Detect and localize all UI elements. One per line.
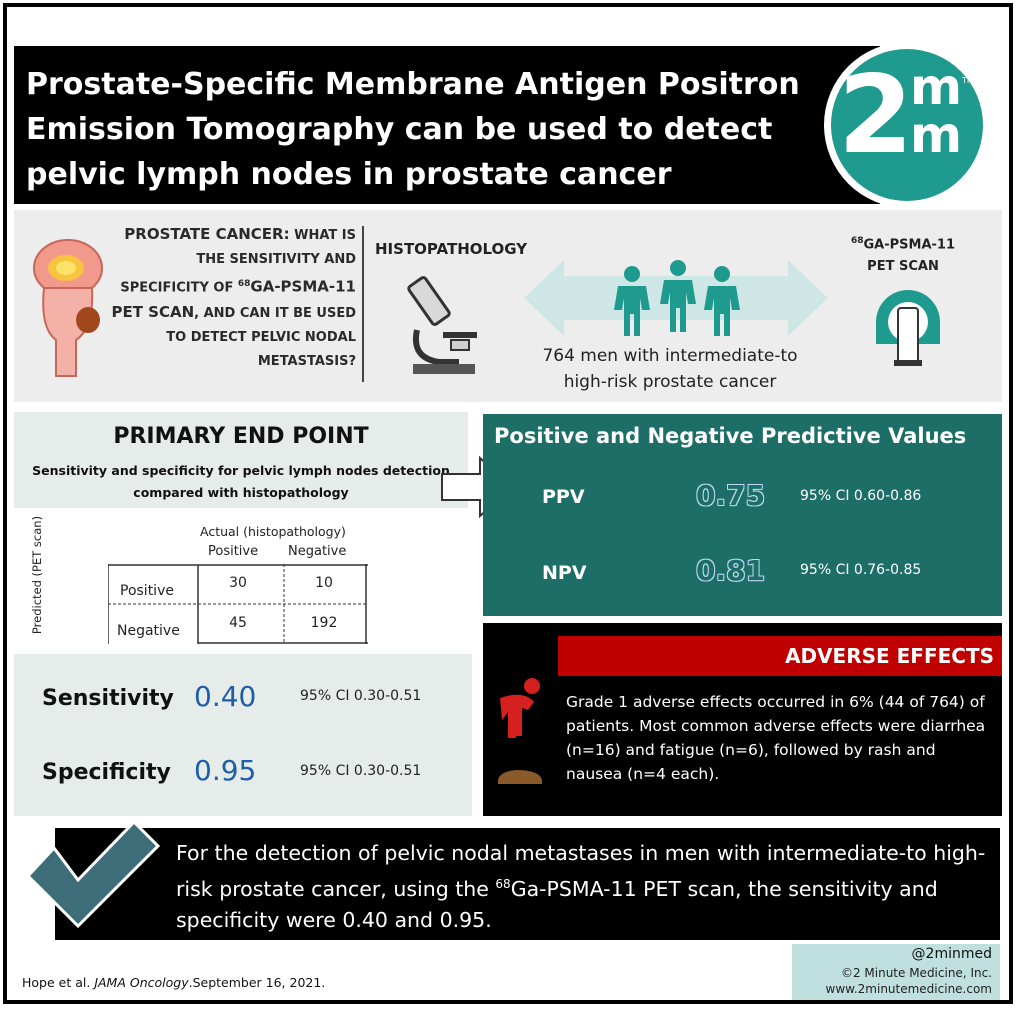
conclusion-part-b: Ga-PSMA-11 PET scan, the sensitivity and specificity were 0.40 and 0.95. [176, 876, 938, 932]
sensitivity-specificity-panel [14, 654, 472, 816]
copyright: ©2 Minute Medicine, Inc. [840, 966, 992, 980]
checkmark-icon [24, 818, 162, 930]
row-negative-label: Negative [117, 623, 180, 639]
ppv-value: 0.75 [696, 479, 766, 512]
citation-authors: Hope et al. [22, 975, 91, 990]
question-part-c: PET SCAN [111, 303, 195, 322]
pet-scan-label [848, 230, 958, 278]
people-icon [610, 258, 746, 338]
citation-journal: JAMA Oncology [94, 975, 189, 990]
adverse-effects-text: Grade 1 adverse effects occurred in 6% (44 of 764) of patients. Most common adverse effects were diarrhea (n=16) and fatigue (n=6), followed by rash and nausea (n=4 each). [566, 693, 986, 783]
ppv-ci: 95% CI 0.60-0.86 [800, 488, 922, 504]
citation [22, 975, 325, 990]
actual-axis-label: Actual (histopathology) [200, 524, 346, 539]
pet-scanner-icon [868, 282, 948, 368]
specificity-ci: 95% CI 0.30-0.51 [300, 763, 422, 779]
question-lead: PROSTATE CANCER: [124, 225, 290, 243]
microscope-icon [405, 270, 485, 376]
logo-letter-bottom: m [910, 106, 963, 164]
primary-end-point-title: PRIMARY END POINT [113, 424, 369, 449]
question-isotope-mass: 68 [237, 279, 251, 289]
question-part-d: , AND CAN IT BE USED TO DETECT PELVIC NODAL METASTASIS? [166, 306, 356, 370]
specificity-value: 0.95 [194, 754, 257, 787]
research-question [108, 222, 356, 374]
logo-digit: 2 [838, 53, 910, 178]
pet-label-scan: PET SCAN [867, 259, 939, 275]
question-part-b: GA-PSMA-11 [250, 277, 356, 296]
predictive-values-title: Positive and Negative Predictive Values [494, 424, 967, 448]
pet-label-tracer: GA-PSMA-11 [863, 237, 956, 253]
npv-label: NPV [542, 562, 587, 584]
npv-ci: 95% CI 0.76-0.85 [800, 562, 922, 578]
citation-date: .September 16, 2021. [188, 975, 326, 990]
page-title: Prostate-Specific Membrane Antigen Positron Emission Tomography can be used to detect pelvic lymph nodes in prostate cancer [26, 67, 800, 192]
npv-value: 0.81 [696, 554, 766, 587]
matrix-cell-fp: 10 [315, 575, 333, 591]
conclusion-isotope-mass: 68 [495, 877, 511, 891]
primary-end-point-subtitle: Sensitivity and specificity for pelvic lymph nodes detection compared with histopathology [32, 463, 450, 500]
histopathology-label: HISTOPATHOLOGY [375, 240, 528, 258]
matrix-cell-fn: 45 [229, 615, 247, 631]
conclusion-text [176, 838, 996, 936]
adverse-effects-title: ADVERSE EFFECTS [784, 644, 994, 668]
cohort-description: 764 men with intermediate-to high-risk prostate cancer [542, 346, 798, 392]
matrix-cell-tn: 192 [310, 615, 338, 631]
logo-trademark: TM [962, 76, 974, 85]
column-negative-label: Negative [288, 544, 347, 559]
conclusion-part-a: For the detection of pelvic nodal metastases in men with intermediate-to high-risk prostate cancer, using the [176, 841, 986, 901]
ppv-label: PPV [542, 486, 585, 508]
predicted-axis-label: Predicted (PET scan) [30, 515, 44, 635]
website-link[interactable]: www.2minutemedicine.com [825, 982, 992, 996]
intro-divider [362, 226, 364, 382]
matrix-cell-tp: 30 [229, 575, 247, 591]
column-positive-label: Positive [208, 544, 259, 559]
logo-letter-top: m [910, 58, 963, 116]
sick-person-icon [494, 676, 550, 786]
sensitivity-ci: 95% CI 0.30-0.51 [300, 688, 422, 704]
specificity-label: Specificity [42, 760, 171, 785]
row-positive-label: Positive [120, 583, 174, 599]
pet-isotope-mass: 68 [850, 236, 864, 246]
question-part-a: WHAT IS THE SENSITIVITY AND SPECIFICITY OF [120, 228, 356, 296]
sensitivity-label: Sensitivity [42, 686, 174, 711]
sensitivity-value: 0.40 [194, 680, 257, 713]
prostate-icon [30, 228, 106, 378]
social-handle[interactable]: @2minmed [911, 946, 992, 962]
